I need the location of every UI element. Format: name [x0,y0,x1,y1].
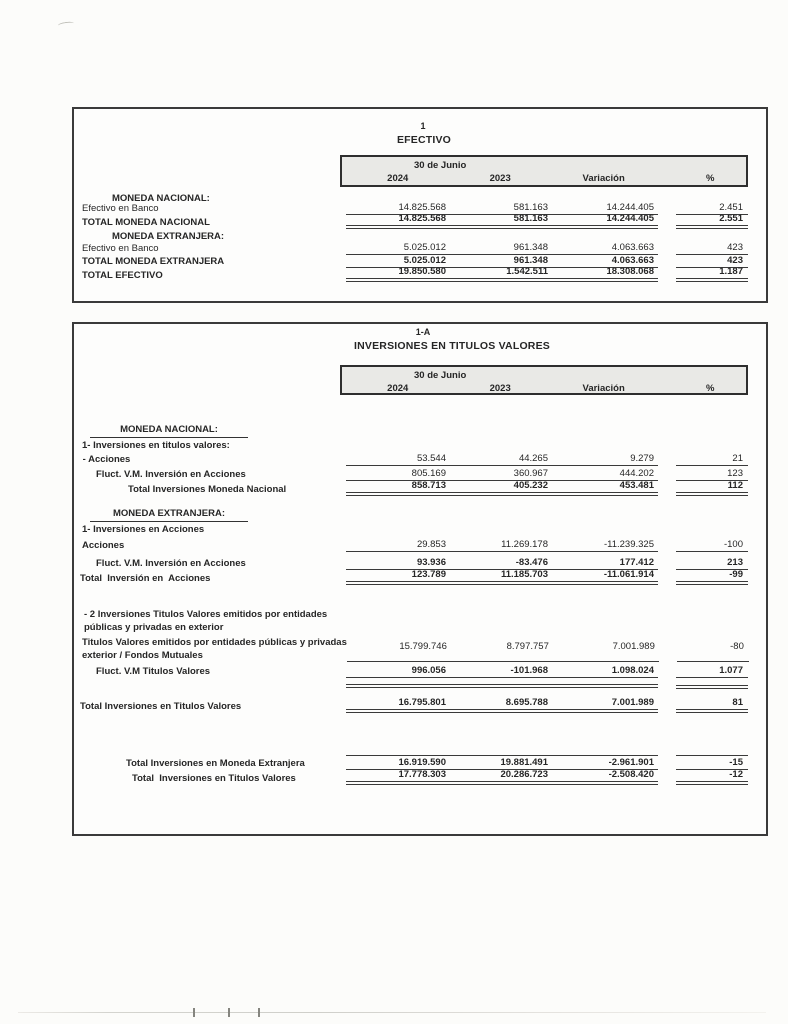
value-2023: 8.797.757 [506,641,549,652]
table-row [74,452,766,466]
efectivo-table [72,107,768,303]
value-2024: 93.936 [416,557,446,568]
value-percent: 112 [676,482,748,496]
value-percent: -12 [676,770,748,785]
col-header-percent: % [705,383,715,394]
value-group [347,634,659,662]
table-number: 1 [420,121,426,131]
column-headers [342,383,746,394]
period-label: 30 de Junio [414,370,467,381]
period-label: 30 de Junio [414,160,467,171]
label-line: Efectivo en Banco [82,243,159,254]
value-percent [676,684,748,689]
value-2024: 17.778.303 [398,769,446,780]
value-2023: 1.542.511 [506,266,548,277]
table-row [74,571,766,585]
label-line: MONEDA NACIONAL: [112,193,210,204]
value-percent: 2.551 [676,217,748,229]
label-line: públicas y privadas en exterior [84,622,224,633]
row-label [74,557,346,570]
table-row [74,770,766,785]
value-2023: 11.269.178 [501,539,548,550]
label-line: - 2 Inversiones Titulos Valores emitidos por entidades [84,609,328,620]
value-2024: 15.799.746 [399,641,447,652]
section-row [74,424,766,438]
value-percent: 213 [676,556,748,570]
table-row [74,213,766,229]
table-row [74,634,766,662]
value-variacion: 1.098.024 [611,665,654,676]
label-line: TOTAL MONEDA EXTRANJERA [82,256,225,267]
value-percent: 21 [676,452,748,466]
row-label [74,572,346,585]
value-2023: 961.348 [513,242,548,253]
label-line: MONEDA NACIONAL: [120,424,218,435]
value-group [346,467,658,481]
row-label [74,539,346,552]
value-2023: 20.286.723 [500,769,548,780]
value-group [346,538,658,552]
label-line: Fluct. V.M Titulos Valores [96,666,211,677]
label-line: MONEDA EXTRANJERA: [112,508,226,519]
value-2024: 5.025.012 [403,255,446,266]
value-percent: 81 [676,699,748,713]
label-line: exterior / Fondos Mutuales [82,650,203,661]
value-2023: 961.348 [513,255,548,266]
value-variacion: 453.481 [619,480,654,491]
label-line: 1- Inversiones en Acciones [82,524,205,535]
text-label [82,439,230,452]
value-2023: -101.968 [510,665,548,676]
col-header-2023: 2023 [489,383,511,394]
scan-tick [193,1008,195,1017]
row-label [74,269,346,282]
column-headers [342,173,746,184]
value-variacion: 4.063.663 [611,255,654,266]
table-row [74,699,766,713]
table-rows [74,187,766,282]
row-label [74,700,346,713]
row-label [74,242,346,255]
value-group [346,571,658,585]
table-row [74,664,766,678]
value-variacion: 14.244.405 [606,202,654,213]
row-label [74,255,346,268]
value-variacion: 18.308.068 [606,266,654,277]
value-2024: 29.853 [416,539,446,550]
value-percent: 1.187 [676,270,748,282]
value-variacion: -2.508.420 [608,769,654,780]
value-group [346,699,658,713]
label-line: Fluct. V.M. Inversión en Acciones [96,558,246,569]
table-row [74,266,766,282]
table-title: EFECTIVO [396,134,452,146]
value-group [346,684,658,688]
row-label [74,216,346,229]
col-header-2024: 2024 [387,383,409,394]
scan-tick [228,1008,230,1017]
value-2023: 581.163 [513,202,548,213]
value-2024: 996.056 [411,665,446,676]
value-2023: 360.967 [513,468,548,479]
table-row [74,538,766,552]
label-line: TOTAL MONEDA NACIONAL [82,217,210,228]
value-variacion [552,683,658,684]
value-2024: 5.025.012 [403,242,446,253]
table-header [340,155,748,187]
value-2024 [346,683,450,684]
col-header-variacion: Variación [582,173,625,184]
value-2024: 53.544 [416,453,446,464]
inversiones-table [72,322,768,836]
text-row [74,438,766,452]
value-2024: 14.825.568 [398,213,446,224]
value-variacion: 177.412 [619,557,654,568]
value-variacion: 14.244.405 [606,213,654,224]
value-2024: 14.825.568 [398,202,446,213]
value-percent: 2.451 [676,203,748,215]
value-group [346,755,658,770]
value-percent: -15 [676,755,748,770]
row-label [74,772,346,785]
row-label [74,483,346,496]
row-label [74,665,346,678]
label-line: Total Inversiones Moneda Nacional [128,484,287,495]
value-2023: -83.476 [515,557,548,568]
value-variacion: -2.961.901 [608,757,654,768]
label-line: Total Inversiones en Titulos Valores [80,701,242,712]
col-header-2024: 2024 [387,173,409,184]
text-label [82,523,204,536]
table-row [74,755,766,770]
value-group [346,452,658,466]
section-label [90,423,248,438]
col-header-variacion: Variación [582,383,625,394]
text-row [74,608,766,634]
value-variacion: 444.202 [619,468,654,479]
value-2023: 405.232 [513,480,548,491]
value-variacion: 7.001.989 [612,641,655,652]
col-header-percent: % [705,173,715,184]
row-label [74,757,346,770]
value-percent: -100 [676,538,748,552]
value-percent: -99 [676,571,748,585]
table-rows [74,395,766,785]
text-row [74,522,766,536]
value-2023 [450,683,552,684]
value-group [346,266,658,282]
value-percent: 423 [676,243,748,255]
table-row [74,467,766,481]
value-group [346,243,658,255]
value-percent: 423 [676,256,748,268]
table-row [74,482,766,496]
row-label [74,202,346,215]
label-line: Total Inversión en Acciones [80,573,211,584]
section-row [74,508,766,522]
value-variacion: 7.001.989 [611,697,654,708]
value-2023: 8.695.788 [505,697,548,708]
section-label [90,507,248,522]
row-label [74,468,346,481]
table-title: INVERSIONES EN TITULOS VALORES [354,340,550,352]
label-line: Total Inversiones en Titulos Valores [132,773,296,784]
value-group [346,482,658,496]
label-line: Total Inversiones en Moneda Extranjera [126,758,305,769]
value-2024: 16.919.590 [398,757,446,768]
value-variacion: 9.279 [630,453,654,464]
label-line: 1- Inversiones en titulos valores: [82,440,230,451]
scan-edge-line [18,1012,766,1013]
value-variacion: -11.061.914 [603,569,654,580]
value-variacion: -11.239.325 [603,539,654,550]
label-line: Acciones [82,540,125,551]
col-header-2023: 2023 [489,173,511,184]
label-line: - Acciones [80,454,131,465]
label-line: Fluct. V.M. Inversión en Acciones [96,469,246,480]
label-line: Efectivo en Banco [82,203,159,214]
value-percent: 123 [676,467,748,481]
value-group [346,770,658,785]
value-2023: 581.163 [513,213,548,224]
table-header [340,365,748,395]
value-2024: 805.169 [411,468,446,479]
pencil-mark [58,21,75,28]
row-label [74,636,347,662]
table-row [74,243,766,255]
value-2023: 44.265 [518,453,548,464]
scan-tick [258,1008,260,1017]
value-group [346,556,658,570]
table-number: 1-A [415,327,431,337]
text-label [84,608,327,634]
value-2023: 19.881.491 [500,757,548,768]
value-group [346,664,658,678]
value-variacion: 4.063.663 [611,242,654,253]
label-line: TOTAL EFECTIVO [82,270,163,281]
value-2024: 19.850.580 [398,266,446,277]
value-group [346,213,658,229]
value-percent: -80 [677,634,749,662]
value-2024: 858.713 [411,480,446,491]
table-row [74,556,766,570]
label-line: Titulos Valores emitidos por entidades públicas y privadas [82,637,347,648]
value-2024: 123.789 [411,569,446,580]
value-2024: 16.795.801 [398,697,446,708]
value-percent: 1.077 [676,664,748,678]
rule-row [74,684,766,686]
row-label [74,453,346,466]
label-line: MONEDA EXTRANJERA: [112,231,225,242]
value-2023: 11.185.703 [500,569,548,580]
